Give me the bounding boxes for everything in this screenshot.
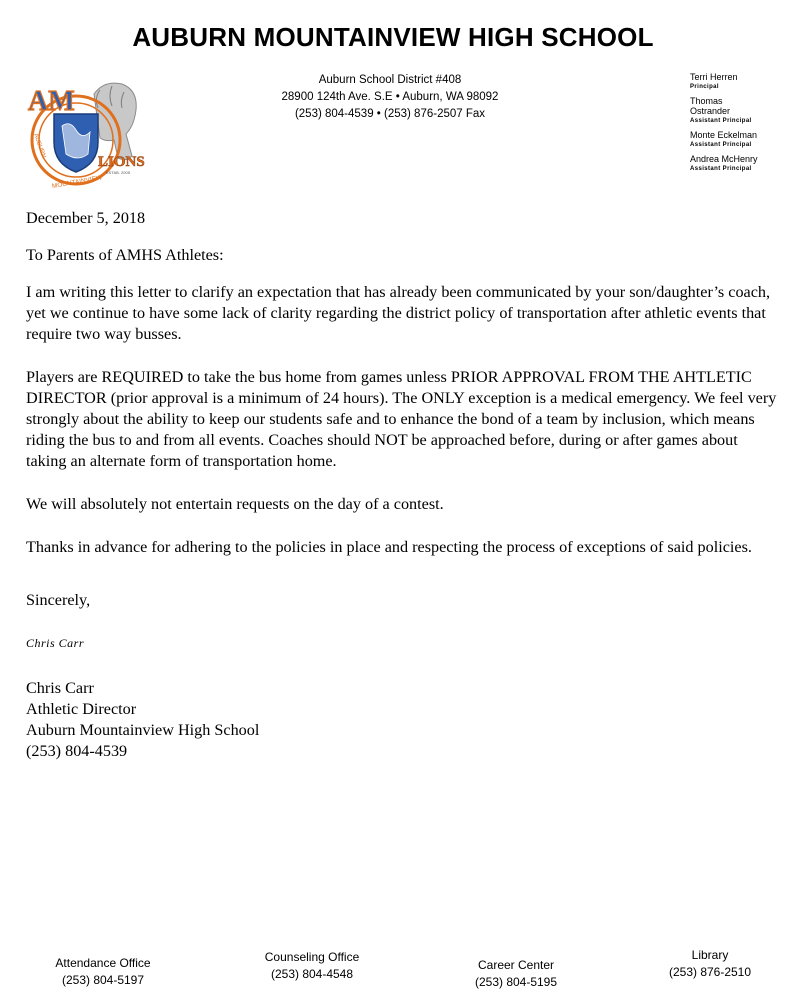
staff-entry (690, 130, 795, 150)
phone-line: (253) 804-4539 • (253) 876-2507 Fax (294, 108, 486, 120)
district-info (240, 72, 540, 123)
school-logo (24, 74, 148, 192)
footer-attendance (13, 955, 193, 989)
logo-letters: AM (28, 86, 75, 117)
footer-phone: (253) 804-5197 (61, 973, 145, 987)
staff-list (690, 72, 795, 178)
footer-label: Career Center (477, 958, 555, 972)
address-line: 28900 124th Ave. S.E • Auburn, WA 98092 (281, 91, 499, 103)
staff-entry (690, 72, 795, 92)
footer-phone: (253) 876-2510 (668, 965, 752, 979)
staff-name: Thomas Ostrander (690, 96, 731, 116)
sender-name: Chris Carr (26, 679, 94, 697)
staff-entry (690, 154, 795, 174)
staff-name: Andrea McHenry (690, 154, 758, 164)
footer-phone: (253) 804-4548 (270, 967, 354, 981)
staff-role: Assistant Principal (690, 118, 752, 124)
footer-library (620, 947, 800, 981)
sender-title: Athletic Director (26, 700, 137, 718)
staff-role: Assistant Principal (690, 142, 752, 148)
logo-ring-top: AUBURN (32, 132, 47, 159)
letter-paragraph: I am writing this letter to clarify an expectation that has already been communicated by your son/daughter’s coach, yet we continue to have some lack of clarity regarding the district policy of transportation after athletic events that require two way busses. (26, 283, 771, 343)
sender-phone: (253) 804-4539 (26, 742, 128, 760)
handwritten-signature: Chris Carr (26, 636, 85, 650)
letter-paragraph: Players are REQUIRED to take the bus home from games unless PRIOR APPROVAL FROM THE AHTLETIC DIRECTOR (prior approval is a minimum of 24 hours). The ONLY exception is a medical emergency. We feel very strongly about the ability to keep our students safe and to enhance the bond of a team by inclusion, which means riding the bus to and from all events. Coaches should NOT be approached before, during or after games about taking an alternate form of transportation home. (26, 368, 777, 470)
staff-entry (690, 96, 795, 126)
letter-body (26, 208, 778, 762)
footer-career (426, 957, 606, 991)
staff-role: Principal (690, 84, 719, 90)
school-name-heading: AUBURN MOUNTAINVIEW HIGH SCHOOL (132, 22, 654, 52)
letter-paragraph: Thanks in advance for adhering to the policies in place and respecting the process of exceptions of said policies. (26, 538, 752, 556)
letter-closing: Sincerely, (26, 591, 91, 609)
footer-label: Counseling Office (264, 950, 360, 964)
letter-salutation: To Parents of AMHS Athletes: (26, 246, 224, 264)
logo-word: LIONS (98, 154, 145, 170)
staff-name: Monte Eckelman (690, 130, 758, 140)
footer-label: Library (691, 948, 729, 962)
footer-phone: (253) 804-5195 (474, 975, 558, 989)
letter-date: December 5, 2018 (26, 209, 146, 227)
footer-counseling (222, 949, 402, 983)
sender-school: Auburn Mountainview High School (26, 721, 260, 739)
logo-ring-bottom: MOUNTAINVIEW (51, 174, 103, 191)
logo-est: ESTAB. 2005 (106, 170, 130, 175)
letter-paragraph: We will absolutely not entertain requests on the day of a contest. (26, 495, 444, 513)
district-line: Auburn School District #408 (318, 74, 462, 86)
staff-role: Assistant Principal (690, 166, 752, 172)
staff-name: Terri Herren (690, 72, 738, 82)
footer-label: Attendance Office (55, 956, 151, 970)
